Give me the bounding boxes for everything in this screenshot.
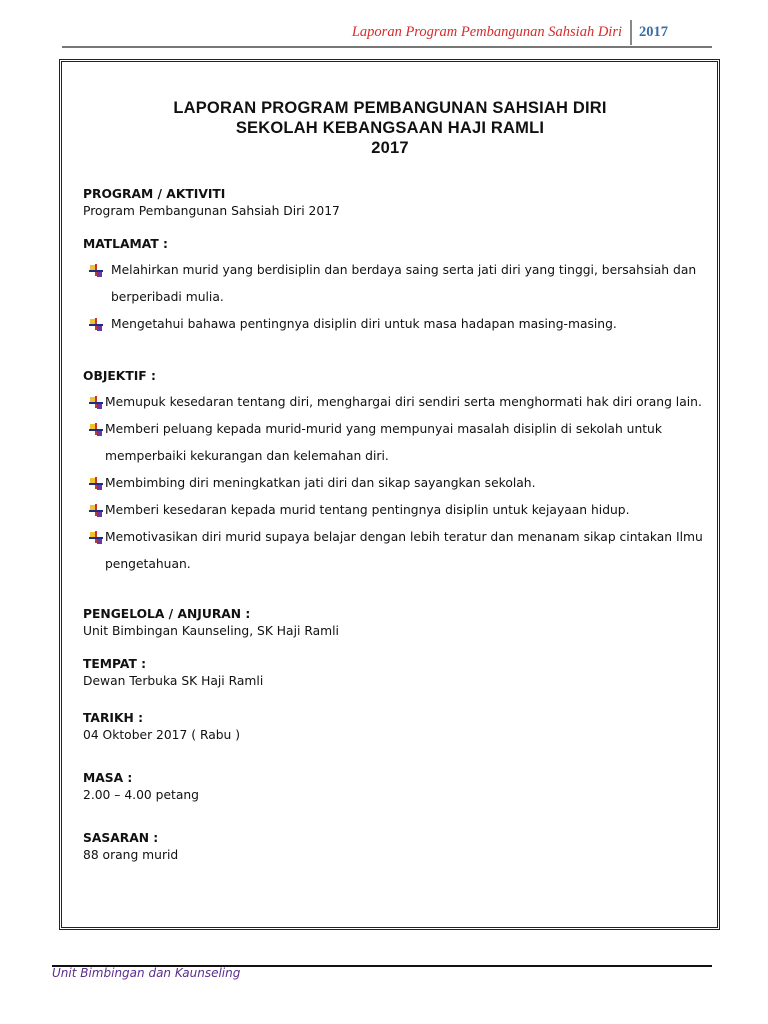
section-tempat: [83, 656, 713, 690]
tempat-label: TEMPAT :: [83, 657, 147, 671]
list-item-text: Melahirkan murid yang berdisiplin dan berdaya saing serta jati diri yang tinggi, bersahsiah dan berperibadi mulia.: [111, 263, 697, 304]
list-item-text: Memotivasikan diri murid supaya belajar dengan lebih teratur dan menanam sikap cintakan Ilmu pengetahuan.: [105, 530, 703, 571]
section-objektif: [83, 368, 713, 578]
objektif-list: [83, 389, 713, 578]
section-matlamat: [83, 236, 713, 338]
tarikh-label: TARIKH :: [83, 711, 144, 725]
header-separator: [630, 20, 632, 45]
bullet-icon: [89, 423, 103, 437]
list-item: [83, 470, 713, 497]
page-header: [60, 20, 710, 48]
list-item-text: Memupuk kesedaran tentang diri, menghargai diri sendiri serta menghormati hak diri orang lain.: [105, 395, 702, 409]
report-title-line-3: 2017: [371, 139, 409, 157]
tarikh-value: 04 Oktober 2017 ( Rabu ): [83, 728, 241, 742]
program-value: Program Pembangunan Sahsiah Diri 2017: [83, 204, 340, 218]
bullet-icon: [89, 264, 103, 278]
bullet-icon: [89, 531, 103, 545]
masa-label: MASA :: [83, 771, 133, 785]
list-item: [83, 311, 713, 338]
list-item-text: Memberi kesedaran kepada murid tentang pentingnya disiplin untuk kejayaan hidup.: [105, 503, 630, 517]
header-divider: [62, 46, 712, 48]
matlamat-list: [83, 257, 713, 338]
bullet-icon: [89, 318, 103, 332]
report-title: [62, 98, 718, 158]
matlamat-label: MATLAMAT :: [83, 237, 168, 251]
report-title-line-1: LAPORAN PROGRAM PEMBANGUNAN SAHSIAH DIRI: [173, 99, 607, 117]
bullet-icon: [89, 504, 103, 518]
sasaran-label: SASARAN :: [83, 831, 159, 845]
header-year: 2017: [639, 24, 668, 40]
report-title-line-2: SEKOLAH KEBANGSAAN HAJI RAMLI: [235, 119, 545, 137]
objektif-label: OBJEKTIF :: [83, 369, 156, 383]
list-item-text: Mengetahui bahawa pentingnya disiplin diri untuk masa hadapan masing-masing.: [111, 317, 617, 331]
list-item: [83, 389, 713, 416]
section-program: [83, 186, 713, 220]
report-content: [83, 186, 713, 880]
bullet-icon: [89, 396, 103, 410]
sasaran-value: 88 orang murid: [83, 848, 179, 862]
list-item: [83, 497, 713, 524]
list-item: [83, 257, 713, 311]
bullet-icon: [89, 477, 103, 491]
masa-value: 2.00 – 4.00 petang: [83, 788, 199, 802]
section-masa: [83, 770, 713, 804]
list-item: [83, 524, 713, 578]
footer-text: Unit Bimbingan dan Kaunseling: [52, 966, 241, 980]
pengelola-label: PENGELOLA / ANJURAN :: [83, 607, 251, 621]
header-title: Laporan Program Pembangunan Sahsiah Diri: [351, 24, 622, 40]
list-item-text: Memberi peluang kepada murid-murid yang mempunyai masalah disiplin di sekolah untuk memperbaiki kekurangan dan kelemahan diri.: [105, 422, 662, 463]
tempat-value: Dewan Terbuka SK Haji Ramli: [83, 674, 264, 688]
list-item: [83, 416, 713, 470]
pengelola-value: Unit Bimbingan Kaunseling, SK Haji Ramli: [83, 624, 339, 638]
section-sasaran: [83, 830, 713, 864]
program-label: PROGRAM / AKTIVITI: [83, 187, 226, 201]
section-tarikh: [83, 710, 713, 744]
list-item-text: Membimbing diri meningkatkan jati diri dan sikap sayangkan sekolah.: [105, 476, 536, 490]
section-pengelola: [83, 606, 713, 640]
